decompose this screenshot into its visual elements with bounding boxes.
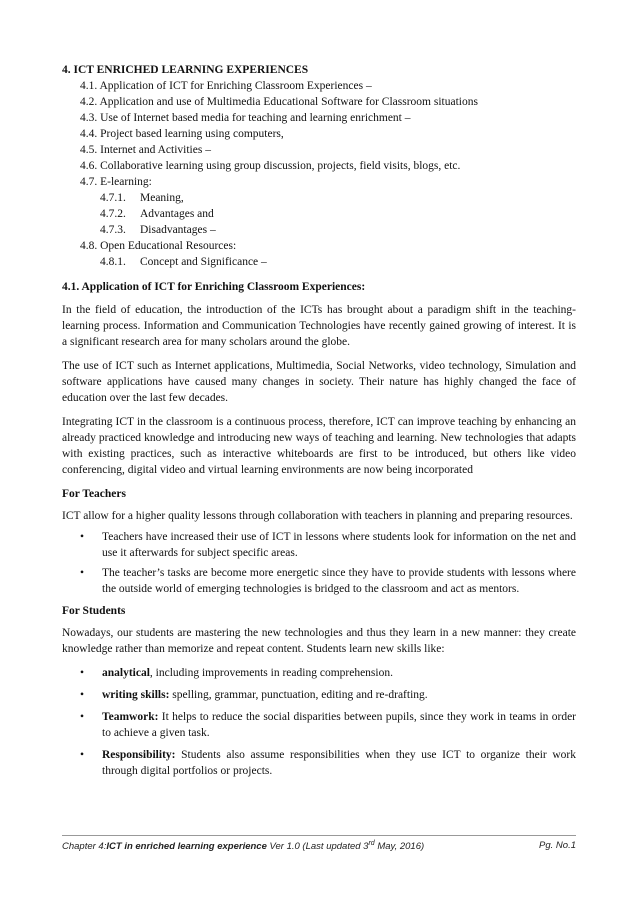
list-item: [62, 565, 576, 597]
toc-subitem: [62, 206, 576, 222]
bullet-icon: •: [80, 749, 85, 761]
toc-item: 4.1. Application of ICT for Enriching Classroom Experiences –: [80, 80, 372, 92]
list-item-text: Teachers have increased their use of ICT in lessons where students look for information on the net and use it afterwards for subject specific areas.: [102, 531, 576, 559]
page-footer: [62, 835, 576, 852]
list-item: [62, 665, 576, 681]
toc-subitem-text: Disadvantages –: [140, 224, 216, 236]
paragraph: In the field of education, the introduction of the ICTs has brought about a paradigm shift in the teaching-learning process. Information and Communication Technologies have recently gained growing of interest. It is a significant research area for many scholars around the globe.: [62, 304, 576, 348]
bullet-icon: •: [80, 667, 85, 679]
bullet-icon: •: [80, 689, 85, 701]
toc-item: 4.3. Use of Internet based media for teaching and learning enrichment –: [80, 112, 411, 124]
bullet-icon: •: [80, 567, 85, 579]
toc-item: 4.6. Collaborative learning using group discussion, projects, field visits, blogs, etc.: [80, 160, 461, 172]
list-item-term: analytical: [102, 667, 150, 679]
table-of-contents: [62, 78, 576, 270]
toc-item: 4.5. Internet and Activities –: [80, 144, 211, 156]
list-item: [62, 747, 576, 779]
toc-item: 4.2. Application and use of Multimedia Educational Software for Classroom situations: [80, 96, 478, 108]
students-intro: Nowadays, our students are mastering the new technologies and thus they learn in a new manner: they create knowledge rather than memorize and repeat content. Students learn new skills like:: [62, 627, 576, 655]
toc-item: 4.7. E-learning:: [80, 176, 152, 188]
toc-subitem-number: 4.7.2.: [100, 208, 126, 220]
toc-subitem: [62, 222, 576, 238]
list-item-text: , including improvements in reading comprehension.: [149, 667, 393, 679]
list-item-term: Responsibility:: [102, 749, 176, 761]
list-item-text: It helps to reduce the social disparities between pupils, since they work in teams in order to achieve a given task.: [102, 711, 576, 739]
list-item-text: The teacher’s tasks are become more energetic since they have to provide students with lessons where the outside world of emerging technologies is bridged to the classroom and act as mentors.: [102, 567, 576, 595]
list-item-text: Students also assume responsibilities when they use ICT to organize their work through digital portfolios or projects.: [102, 749, 576, 777]
section-heading: 4.1. Application of ICT for Enriching Classroom Experiences:: [62, 281, 366, 293]
chapter-heading: 4. ICT ENRICHED LEARNING EXPERIENCES: [62, 64, 309, 76]
paragraph: Integrating ICT in the classroom is a continuous process, therefore, ICT can improve teaching by enhancing an already practiced knowledge and introducing new ways of teaching and learning. New technologies that adapts with existing practices, such as interactive whiteboards are first to be introduced, but others like video conferencing, digital video and virtual learning environments are now being incorporated: [62, 416, 576, 476]
page-number: Pg. No.1: [539, 840, 576, 851]
list-item-text: spelling, grammar, punctuation, editing and re-drafting.: [169, 689, 428, 701]
toc-subitem-number: 4.7.1.: [100, 192, 126, 204]
toc-item: 4.4. Project based learning using computers,: [80, 128, 284, 140]
toc-subitem: [62, 190, 576, 206]
list-item: [62, 709, 576, 741]
footer-date: May, 2016): [374, 841, 425, 853]
list-item: [62, 687, 576, 703]
list-item: [62, 529, 576, 561]
footer-chapter: Chapter 4:: [62, 841, 107, 853]
toc-subitem: [62, 254, 576, 270]
bullet-icon: •: [80, 531, 85, 543]
students-bullet-list: [62, 665, 576, 779]
bullet-icon: •: [80, 711, 85, 723]
toc-subitem-text: Meaning,: [140, 192, 184, 204]
footer-version: Ver 1.0 (Last updated 3: [266, 841, 369, 853]
teachers-intro: ICT allow for a higher quality lessons through collaboration with teachers in planning and preparing resources.: [62, 510, 573, 522]
teachers-heading: For Teachers: [62, 488, 126, 500]
page-content: [62, 62, 576, 785]
list-item-term: writing skills:: [102, 689, 170, 701]
list-item-term: Teamwork:: [102, 711, 159, 723]
students-heading: For Students: [62, 605, 126, 617]
toc-subitem-number: 4.7.3.: [100, 224, 126, 236]
teachers-bullet-list: [62, 529, 576, 597]
toc-item: 4.8. Open Educational Resources:: [80, 240, 237, 252]
footer-sup: rd: [368, 840, 375, 847]
toc-subitem-text: Advantages and: [140, 208, 214, 220]
toc-subitem-text: Concept and Significance –: [140, 256, 267, 268]
toc-subitem-number: 4.8.1.: [100, 256, 126, 268]
footer-title: ICT in enriched learning experience: [106, 841, 267, 853]
paragraph: The use of ICT such as Internet applications, Multimedia, Social Networks, video technology, Simulation and software applications have caused many changes in society. Their nature has highly changed the face of education over the last few decades.: [62, 360, 576, 404]
